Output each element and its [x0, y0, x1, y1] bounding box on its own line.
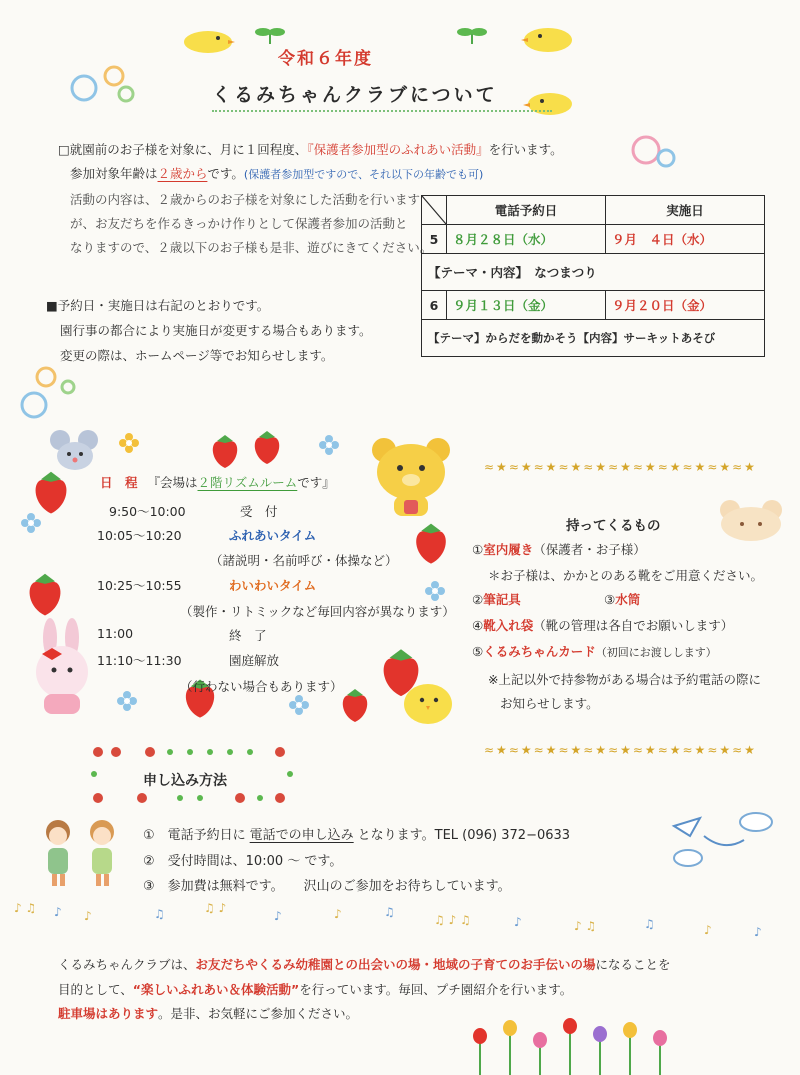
footer-line-3: 駐車場はあります。是非、お気軽にご参加ください。	[58, 1006, 359, 1021]
intro-line-1: □就園前のお子様を対象に、月に１回程度、『保護者参加型のふれあい活動』を行います。	[58, 142, 563, 157]
schedule-event: ふれあいタイム	[229, 528, 317, 543]
apply-line-3: ③ 参加費は無料です。 沢山のご参加をお待ちしています。	[143, 879, 511, 894]
svg-text:♫ ♪ ♫: ♫ ♪ ♫	[434, 913, 471, 927]
schedule-event: 園庭解放	[229, 653, 280, 668]
star-divider: ≈★≈★≈★≈★≈★≈★≈★≈★≈★≈★≈★	[484, 460, 757, 474]
apply-title: 申し込み方法	[143, 773, 227, 789]
schedule-event: わいわいタイム	[229, 578, 317, 593]
schedule-note: （諸説明・名前呼び・体操など）	[210, 553, 398, 568]
session-theme: 【テーマ】からだを動かそう【内容】サーキットあそび	[422, 320, 765, 357]
chick-icon	[518, 22, 578, 54]
bear-cookie-icon	[716, 498, 786, 542]
flower-icon	[118, 432, 140, 454]
page-title: くるみちゃんクラブについて	[212, 84, 498, 106]
flower-icon	[288, 694, 310, 716]
chick-icon	[178, 24, 238, 54]
title-underline	[212, 110, 552, 112]
header-reserve-date: 電話予約日	[447, 196, 606, 225]
svg-text:♪ ♫: ♪ ♫	[574, 919, 597, 933]
bring-item-3: ③水筒	[604, 592, 641, 607]
bubbles-icon	[628, 128, 678, 172]
strawberry-icon	[28, 468, 74, 516]
header-event-date: 実施日	[606, 196, 765, 225]
bring-item-1: ①室内履き（保護者・お子様）	[472, 542, 646, 557]
sprout-icon	[250, 24, 290, 44]
schedule-note: （行わない場合もあります）	[180, 679, 343, 694]
svg-text:♫: ♫	[384, 905, 395, 919]
svg-text:♪: ♪	[54, 905, 62, 919]
mouse-icon	[48, 428, 102, 472]
parking-highlight: 駐車場はあります	[58, 1006, 159, 1021]
schedule-table	[421, 195, 765, 357]
bubbles-icon	[70, 64, 140, 104]
reserve-date: ８月２８日（水）	[447, 225, 606, 254]
music-notes-decoration	[14, 900, 784, 940]
footer-line-2: 目的として、“楽しいふれあい＆体験活動”を行っています。毎回、プチ園紹介を行います。	[58, 982, 573, 997]
table-theme-row	[422, 320, 765, 357]
session-number: 5	[422, 225, 447, 254]
session-number: 6	[422, 291, 447, 320]
footer-highlight: お友だちやくるみ幼稚園との出会いの場・地域の子育てのお手伝いの場	[195, 957, 596, 972]
strawberry-icon	[208, 432, 242, 470]
sprout-icon	[452, 24, 492, 44]
tulips-decoration	[460, 1018, 680, 1075]
activity-highlight: 『保護者参加型のふれあい活動』	[307, 142, 489, 157]
bring-item-1-note: ＊お子様は、かかとのある靴をご用意ください。	[488, 568, 764, 583]
schedule-note: （製作・リトミックなど毎回内容が異なります）	[180, 604, 455, 619]
rabbit-icon	[22, 618, 102, 718]
notice-line-3: 変更の際は、ホームページ等でお知らせします。	[60, 348, 334, 363]
table-corner	[422, 196, 447, 225]
paper-plane-icon	[670, 812, 780, 872]
schedule-time: 11:10～11:30	[97, 653, 182, 668]
intro-note-2: が、お友だちを作るきっかけ作りとして保護者参加の活動と	[70, 216, 408, 231]
event-date: ９月２０日（金）	[606, 291, 765, 320]
bring-item-5: ⑤くるみちゃんカード（初回にお渡しします）	[472, 644, 717, 659]
schedule-time: 9:50～10:00	[109, 504, 186, 519]
svg-text:♪: ♪	[334, 907, 342, 921]
age-note: (保護者参加型ですので、それ以下の年齢でも可)	[243, 168, 484, 181]
flower-icon	[20, 512, 42, 534]
bubbles-icon	[20, 365, 90, 425]
schedule-heading: 日 程 『会場は２階リズムルームです』	[100, 475, 335, 490]
strawberry-icon	[250, 428, 284, 466]
svg-text:♪: ♪	[704, 923, 712, 937]
svg-text:♪: ♪	[514, 915, 522, 929]
bring-item-4: ④靴入れ袋（靴の管理は各自でお願いします）	[472, 618, 734, 633]
table-row	[422, 291, 765, 320]
strawberry-icon	[22, 570, 68, 618]
chick-icon	[400, 676, 456, 726]
intro-note-3: なりますので、２歳以下のお子様も是非、遊びにきてください。	[70, 240, 433, 255]
bring-extra-2: お知らせします。	[500, 696, 599, 711]
phone-apply-highlight: 電話での申し込み	[249, 828, 354, 843]
svg-text:♫: ♫	[154, 907, 165, 921]
svg-text:♫: ♫	[644, 917, 655, 931]
svg-text:♪: ♪	[274, 909, 282, 923]
age-highlight: ２歳から	[157, 166, 208, 181]
schedule-event: 終 了	[229, 628, 267, 643]
footer-line-1: くるみちゃんクラブは、お友だちやくるみ幼稚園との出会いの場・地域の子育てのお手伝いの場になることを	[58, 957, 671, 972]
svg-text:♪: ♪	[754, 925, 762, 939]
reserve-date: ９月１３日（金）	[447, 291, 606, 320]
schedule-header-row	[422, 196, 765, 225]
flower-icon	[424, 580, 446, 602]
flower-icon	[116, 690, 138, 712]
notice-line-2: 園行事の都合により実施日が変更する場合もあります。	[60, 323, 372, 338]
bear-icon	[368, 434, 454, 520]
star-divider: ≈★≈★≈★≈★≈★≈★≈★≈★≈★≈★≈★	[484, 743, 757, 757]
svg-text:♪ ♫: ♪ ♫	[14, 901, 37, 915]
bring-extra-1: ※上記以外で持参物がある場合は予約電話の際に	[488, 672, 761, 687]
schedule-time: 11:00	[97, 626, 134, 641]
bring-title: 持ってくるもの	[566, 518, 661, 534]
schedule-time: 10:25～10:55	[97, 578, 182, 593]
strawberry-icon	[338, 686, 372, 724]
intro-note-1: 活動の内容は、２歳からのお子様を対象にした活動を行います	[70, 192, 421, 207]
chick-icon	[522, 88, 578, 118]
schedule-time: 10:05～10:20	[97, 528, 182, 543]
schedule-label: 日 程	[100, 475, 138, 490]
apply-line-1: ① 電話予約日に 電話での申し込み となります。TEL (096) 372−0633	[143, 828, 571, 843]
intro-line-2: 参加対象年齢は２歳からです。(保護者参加型ですので、それ以下の年齢でも可)	[70, 166, 484, 181]
year-label: 令和６年度	[278, 49, 373, 69]
session-theme: 【テーマ・内容】 なつまつり	[422, 254, 765, 291]
children-icon	[36, 816, 128, 890]
flower-icon	[318, 434, 340, 456]
apply-line-2: ② 受付時間は、10:00 ～ です。	[143, 854, 343, 869]
svg-text:♫ ♪: ♫ ♪	[204, 901, 227, 915]
table-row	[422, 225, 765, 254]
table-theme-row	[422, 254, 765, 291]
footer-highlight: “楽しいふれあい＆体験活動”	[132, 982, 300, 997]
schedule-event: 受 付	[240, 504, 278, 519]
strawberry-icon	[410, 520, 452, 566]
bring-item-2: ②筆記具	[472, 592, 521, 607]
event-date: ９月 ４日（水）	[606, 225, 765, 254]
svg-text:♪: ♪	[84, 909, 92, 923]
venue-highlight: ２階リズムルーム	[197, 475, 298, 490]
notice-line-1: ■予約日・実施日は右記のとおりです。	[46, 298, 270, 313]
